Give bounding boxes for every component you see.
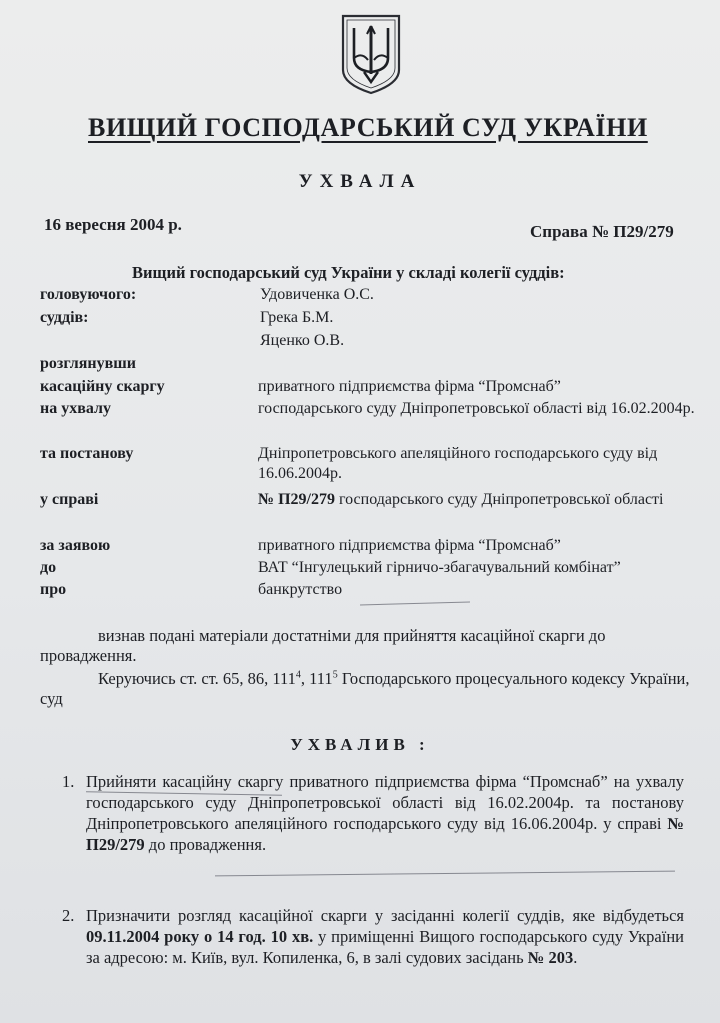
- application-label: за заявою: [40, 537, 111, 554]
- admission-text: визнав подані матеріали достатніми для прийняття касаційної скарги до провадження.: [40, 626, 606, 665]
- decision-item-1-case-number: № П29/279: [86, 814, 684, 854]
- decision-heading: УХВАЛИВ :: [290, 735, 430, 754]
- decision-item-2-room: № 203: [527, 948, 574, 967]
- about-label: про: [40, 581, 67, 598]
- guided-sup-1: 4: [295, 669, 301, 681]
- case-value: [258, 490, 700, 510]
- ruling-label: на ухвалу: [40, 400, 111, 417]
- resolution-label: та постанову: [40, 445, 134, 462]
- to-value: ВАТ “Інгулецький гірничо-збагачувальний комбінат”: [258, 559, 621, 576]
- complaint-label: касаційну скаргу: [40, 378, 165, 395]
- presiding-name: Удовиченка О.С.: [260, 286, 374, 303]
- guided-text-end: Господарського процесуального кодексу України, суд: [40, 669, 690, 708]
- pen-stroke: [360, 602, 470, 606]
- judge-2-name: Яценко О.В.: [260, 332, 345, 349]
- resolution-value: Дніпропетровського апеляційного господарського суду від 16.06.2004р.: [258, 445, 658, 482]
- guided-text-mid: , 111: [300, 669, 333, 688]
- to-label: до: [40, 559, 57, 576]
- decision-item-2-hearing-time: 09.11.2004 року о 14 год. 10 хв.: [86, 927, 314, 946]
- decision-item-2-number: 2.: [62, 906, 75, 925]
- guided-paragraph: [40, 669, 690, 709]
- ruling-value: господарського суду Дніпропетровської області від 16.02.2004р.: [258, 400, 695, 417]
- decision-item-1-text-start: Прийняти касаційну скаргу приватного підприємства фірма “Промснаб” на ухвалу господарського суду Дніпропетровської області від 16.02.2004р. та постанову Дніпропетровського апеляційного господарського суду від 16.06.2004р. у справі: [86, 772, 684, 833]
- judge-1-name: Грека Б.М.: [260, 309, 334, 326]
- case-value-number: № П29/279: [258, 491, 335, 508]
- case-value-court: господарського суду Дніпропетровської області: [334, 491, 664, 508]
- application-value: приватного підприємства фірма “Промснаб”: [258, 537, 561, 554]
- about-value: банкрутство: [258, 581, 343, 598]
- complaint-value: приватного підприємства фірма “Промснаб”: [258, 378, 561, 395]
- court-title: ВИЩИЙ ГОСПОДАРСЬКИЙ СУД УКРАЇНИ: [88, 113, 648, 142]
- panel-intro: Вищий господарський суд України у складі колегії суддів:: [132, 263, 565, 282]
- decision-item-2-text-end: .: [573, 948, 578, 967]
- document-title: УХВАЛА: [298, 171, 422, 192]
- decision-item-1-text-end: до провадження.: [144, 835, 267, 854]
- case-number: Справа № П29/279: [530, 222, 674, 241]
- decision-item-2-text: [86, 905, 684, 968]
- document-date: 16 вересня 2004 р.: [44, 215, 182, 234]
- considered-label: розглянувши: [40, 355, 136, 372]
- admission-paragraph: [40, 626, 690, 666]
- case-label: у справі: [40, 491, 99, 508]
- decision-item-2-text-start: Призначити розгляд касаційної скарги у засіданні колегії суддів, яке відбудеться: [86, 906, 684, 925]
- decision-item-1-number: 1.: [62, 772, 75, 791]
- decision-item-2-text-mid: у приміщенні Вищого господарського суду України за адресою: м. Київ, вул. Копиленка, 6, в залі судових засідань: [86, 927, 684, 967]
- guided-text-start: Керуючись ст. ст. 65, 86, 111: [98, 669, 296, 688]
- judges-label: суддів:: [40, 309, 89, 326]
- pen-underline: [215, 871, 675, 877]
- presiding-label: головуючого:: [40, 286, 137, 303]
- decision-item-1-text: [86, 771, 684, 855]
- trident-emblem-icon: [338, 12, 404, 96]
- guided-sup-2: 5: [332, 669, 338, 681]
